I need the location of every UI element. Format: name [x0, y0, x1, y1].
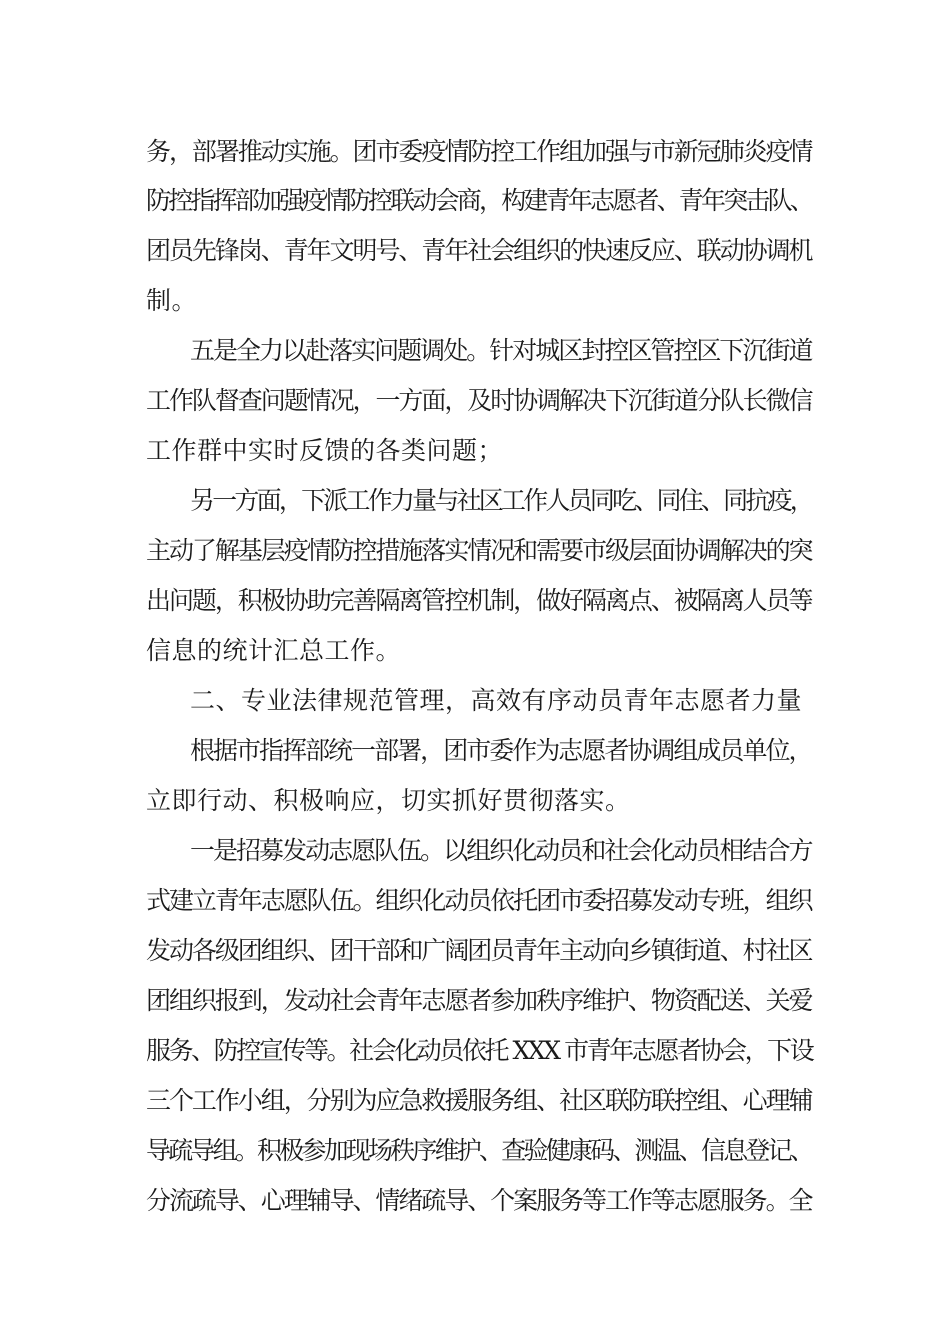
- paragraph-line: 分流疏导、心理辅导、情绪疏导、个案服务等工作等志愿服务。全: [146, 1186, 812, 1215]
- paragraph-line: 出问题，积极协助完善隔离管控机制，做好隔离点、被隔离人员等: [146, 586, 812, 615]
- paragraph-line: 立即行动、积极响应，切实抓好贯彻落实。: [146, 786, 631, 815]
- paragraph-line: 一是招募发动志愿队伍。以组织化动员和社会化动员相结合方: [190, 836, 812, 865]
- section-heading: 二、专业法律规范管理，高效有序动员青年志愿者力量: [190, 686, 803, 715]
- paragraph-line: 服务、防控宣传等。社会化动员依托 XXX 市青年志愿者协会，下设: [146, 1036, 813, 1065]
- paragraph-line: 工作队督查问题情况，一方面，及时协调解决下沉街道分队长微信: [146, 386, 812, 415]
- paragraph-line: 工作群中实时反馈的各类问题；: [146, 436, 504, 465]
- paragraph-line: 制。: [146, 286, 198, 315]
- paragraph-line: 发动各级团组织、团干部和广阔团员青年主动向乡镇街道、村社区: [146, 936, 812, 965]
- paragraph-line: 五是全力以赴落实问题调处。针对城区封控区管控区下沉街道: [190, 336, 812, 365]
- paragraph-line: 防控指挥部加强疫情防控联动会商，构建青年志愿者、青年突击队、: [146, 186, 813, 215]
- paragraph-line: 务，部署推动实施。团市委疫情防控工作组加强与市新冠肺炎疫情: [146, 137, 812, 166]
- paragraph-line: 导疏导组。积极参加现场秩序维护、查验健康码、测温、信息登记、: [146, 1136, 813, 1165]
- paragraph-line: 根据市指挥部统一部署，团市委作为志愿者协调组成员单位，: [190, 736, 812, 765]
- paragraph-line: 主动了解基层疫情防控措施落实情况和需要市级层面协调解决的突: [146, 536, 812, 565]
- paragraph-line: 另一方面，下派工作力量与社区工作人员同吃、同住、同抗疫，: [190, 486, 813, 515]
- paragraph-line: 团员先锋岗、青年文明号、青年社会组织的快速反应、联动协调机: [146, 236, 812, 265]
- paragraph-line: 三个工作小组，分别为应急救援服务组、社区联防联控组、心理辅: [146, 1086, 812, 1115]
- paragraph-line: 团组织报到，发动社会青年志愿者参加秩序维护、物资配送、关爱: [146, 986, 812, 1015]
- paragraph-line: 式建立青年志愿队伍。组织化动员依托团市委招募发动专班，组织: [146, 886, 812, 915]
- paragraph-line: 信息的统计汇总工作。: [146, 636, 402, 665]
